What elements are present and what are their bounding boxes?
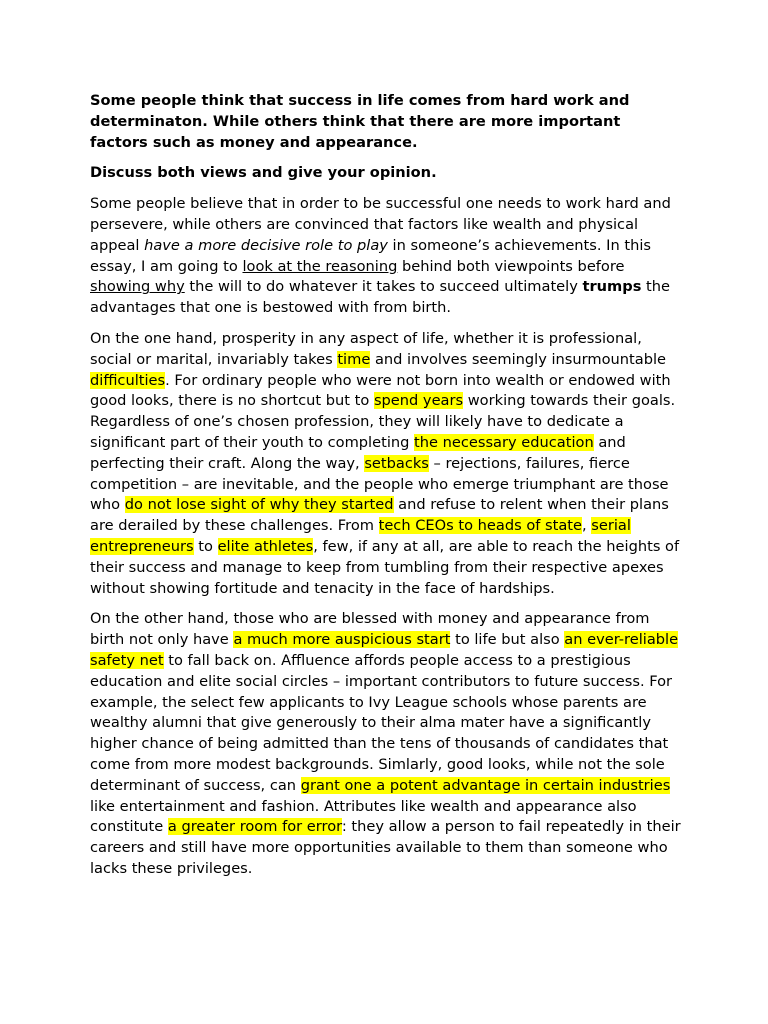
text-run: behind both viewpoints before xyxy=(397,257,625,275)
italic-phrase: have a more decisive role to play xyxy=(144,236,388,254)
highlighted-phrase: spend years xyxy=(373,392,464,410)
highlighted-phrase: tech CEOs to heads of state xyxy=(378,517,583,535)
essay-body-paragraph-2 xyxy=(90,609,682,879)
document-page xyxy=(90,91,682,890)
text-run: Some people believe that in order to be successful one needs to work hard and persevere, while others are convinced that factors like wealth and physical appeal xyxy=(90,195,671,254)
highlighted-phrase: difficulties xyxy=(90,371,166,389)
essay-body-paragraph-1 xyxy=(90,329,682,599)
text-run: , xyxy=(582,517,592,535)
highlighted-phrase: an ever-reliable safety net xyxy=(90,631,679,669)
text-run: the will to do whatever it takes to succeed ultimately xyxy=(184,278,583,296)
highlighted-phrase: serial entrepreneurs xyxy=(90,517,631,555)
text-run: and involves seemingly insurmountable xyxy=(370,350,667,368)
text-run: Some people think that success in life comes from hard work and determinaton. While others think that there are more important factors such as money and appearance. xyxy=(90,92,630,151)
highlighted-phrase: the necessary education xyxy=(414,433,594,451)
highlighted-phrase: do not lose sight of why they started xyxy=(124,496,394,514)
essay-prompt xyxy=(90,91,682,153)
text-run: Discuss both views and give your opinion. xyxy=(90,164,437,182)
highlighted-phrase: elite athletes xyxy=(217,537,314,555)
essay-task xyxy=(90,163,682,184)
text-run: in someone’s achievements. In this essay, I am going to xyxy=(90,236,651,275)
highlighted-phrase: grant one a potent advantage in certain industries xyxy=(300,776,671,794)
text-run: On the one hand, prosperity in any aspect of life, whether it is professional, social or marital, invariably takes xyxy=(90,329,642,368)
text-run: to xyxy=(193,537,218,555)
text-run: to fall back on. Affluence affords people access to a prestigious education and elite social circles – important contributors to future success. For example, the select few applicants to Ivy League schools whose parents are wealthy alumni that give generously to their alma mater have a significantly higher chance of being admitted than the tens of thousands of candidates that come from more modest backgrounds. Simlarly, good looks, while not the sole determinant of success, can xyxy=(90,651,673,794)
highlighted-phrase: a much more auspicious start xyxy=(233,631,451,649)
text-run: : they allow a person to fail repeatedly in their careers and still have more opportunities available to them than someone who lacks these privileges. xyxy=(90,818,681,877)
text-run: , few, if any at all, are able to reach the heights of their success and manage to keep from tumbling from their respective apexes without showing fortitude and tenacity in the face of hardships. xyxy=(90,537,680,597)
bold-phrase: trumps xyxy=(582,278,642,296)
text-run: – rejections, failures, fierce competition – are inevitable, and the people who emerge triumphant are those who xyxy=(90,454,669,514)
highlighted-phrase: a greater room for error xyxy=(167,818,342,836)
text-run: to life but also xyxy=(450,631,565,649)
text-run: and refuse to relent when their plans are derailed by these challenges. From xyxy=(90,496,669,535)
text-run: the advantages that one is bestowed with from birth. xyxy=(90,278,670,317)
essay-introduction xyxy=(90,194,682,319)
text-run: like entertainment and fashion. Attributes like wealth and appearance also constitute xyxy=(90,797,637,836)
text-run: working towards their goals. Regardless of one’s chosen profession, they will likely have to dedicate a significant part of their youth to completing xyxy=(90,392,676,451)
underlined-phrase: showing why xyxy=(90,278,185,296)
highlighted-phrase: setbacks xyxy=(364,454,429,472)
underlined-phrase: look at the reasoning xyxy=(242,257,398,275)
highlighted-phrase: time xyxy=(337,350,371,368)
text-run: . For ordinary people who were not born into wealth or endowed with good looks, there is no shortcut but to xyxy=(90,371,671,410)
text-run: and perfecting their craft. Along the way, xyxy=(90,433,626,472)
text-run: On the other hand, those who are blessed with money and appearance from birth not only have xyxy=(90,610,650,649)
